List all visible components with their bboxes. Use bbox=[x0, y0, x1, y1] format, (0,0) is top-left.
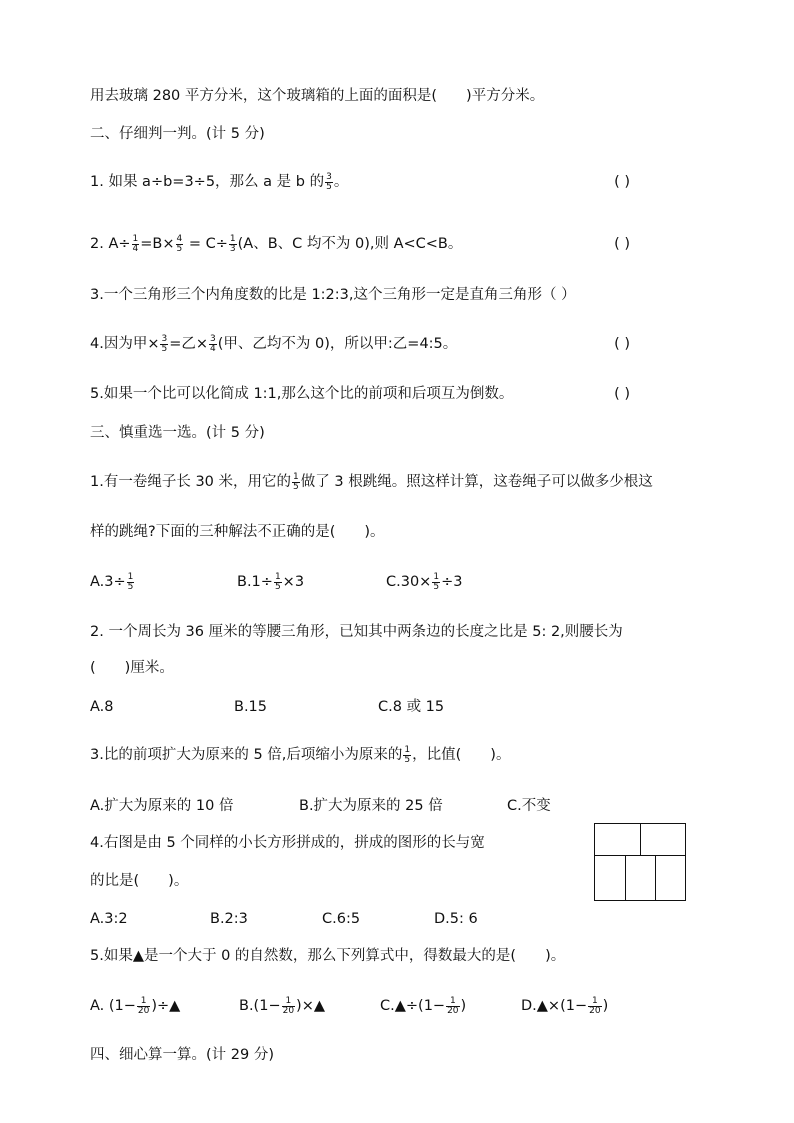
choice-q2-line1: 2. 一个周长为 36 厘米的等腰三角形，已知其中两条边的长度之比是 5: 2,则腰长为 bbox=[90, 624, 623, 640]
fraction: $\frac{1}{5}$ bbox=[433, 571, 440, 592]
answer-paren[interactable]: ( ) bbox=[614, 236, 630, 252]
choice-q5: 5.如果▲是一个大于 0 的自然数，那么下列算式中，得数最大的是( )。 bbox=[90, 948, 566, 964]
q1-option-b[interactable]: B.1÷ $\frac{1}{5}$ ×3 bbox=[237, 571, 305, 592]
fraction: $\frac{1}{5}$ bbox=[293, 471, 299, 492]
fraction: $\frac{3}{5}$ bbox=[326, 171, 332, 192]
q2-option-b[interactable]: B.15 bbox=[234, 699, 268, 715]
answer-paren[interactable]: ( ) bbox=[614, 174, 630, 190]
q5-option-c[interactable]: C.▲÷(1− $\frac{1}{20}$ ) bbox=[380, 995, 467, 1016]
q3-option-b[interactable]: B.扩大为原来的 25 倍 bbox=[299, 798, 443, 814]
figure-bottom-divider-2 bbox=[655, 855, 656, 900]
judge-item-5: 5.如果一个比可以化简成 1:1,那么这个比的前项和后项互为倒数。 bbox=[90, 386, 514, 402]
fraction: $\frac{3}{5}$ bbox=[161, 333, 168, 354]
q5-option-b[interactable]: B.(1− $\frac{1}{20}$ )×▲ bbox=[239, 995, 326, 1016]
q2-option-a[interactable]: A.8 bbox=[90, 699, 114, 715]
fraction: $\frac{1}{20}$ bbox=[447, 995, 459, 1016]
choice-q3: 3.比的前项扩大为原来的 5 倍,后项缩小为原来的 $\frac{1}{5}$ ，比值( )。 bbox=[90, 744, 511, 765]
q3-option-a[interactable]: A.扩大为原来的 10 倍 bbox=[90, 798, 234, 814]
choice-q1-line1: 1.有一卷绳子长 30 米，用它的 $\frac{1}{5}$ 做了 3 根跳绳。照这样计算，这卷绳子可以做多少根这 bbox=[90, 471, 653, 492]
q5-option-a[interactable]: A. (1− $\frac{1}{20}$ )÷▲ bbox=[90, 995, 181, 1016]
continuation-text: 用去玻璃 280 平方分米，这个玻璃箱的上面的面积是( )平方分米。 bbox=[90, 88, 545, 104]
figure-bottom-divider-1 bbox=[625, 855, 626, 900]
q4-option-b[interactable]: B.2:3 bbox=[210, 911, 248, 927]
fraction: $\frac{1}{5}$ bbox=[274, 571, 281, 592]
q2-option-c[interactable]: C.8 或 15 bbox=[378, 699, 445, 715]
section-3-heading: 三、慎重选一选。(计 5 分) bbox=[90, 425, 265, 441]
answer-paren[interactable]: ( ) bbox=[614, 336, 630, 352]
fraction: $\frac{1}{4}$ bbox=[132, 233, 139, 254]
rectangle-figure bbox=[594, 823, 686, 901]
judge-item-2: 2. A÷ $\frac{1}{4}$ =B× $\frac{4}{5}$ = C÷ $\frac{1}{3}$ (A、B、C 均不为 0),则 A<C<B。 bbox=[90, 233, 463, 254]
answer-paren[interactable]: ( ) bbox=[614, 386, 630, 402]
judge-item-3: 3.一个三角形三个内角度数的比是 1:2:3,这个三角形一定是直角三角形（ ） bbox=[90, 287, 576, 303]
fraction: $\frac{1}{3}$ bbox=[229, 233, 236, 254]
fraction: $\frac{1}{5}$ bbox=[404, 744, 411, 765]
fraction: $\frac{1}{20}$ bbox=[282, 995, 295, 1016]
fraction: $\frac{1}{5}$ bbox=[127, 571, 134, 592]
section-2-heading: 二、仔细判一判。(计 5 分) bbox=[90, 126, 265, 142]
choice-q2-line2: ( )厘米。 bbox=[90, 660, 174, 676]
q3-option-c[interactable]: C.不变 bbox=[507, 798, 551, 814]
q4-option-a[interactable]: A.3:2 bbox=[90, 911, 128, 927]
q4-option-c[interactable]: C.6:5 bbox=[322, 911, 361, 927]
judge-1-text: 1. 如果 a÷b=3÷5，那么 a 是 b 的 bbox=[90, 174, 325, 190]
section-4-heading: 四、细心算一算。(计 29 分) bbox=[90, 1047, 274, 1063]
fraction: $\frac{3}{4}$ bbox=[210, 333, 216, 354]
judge-item-1: 1. 如果 a÷b=3÷5，那么 a 是 b 的 $\frac{3}{5}$ 。 bbox=[90, 171, 349, 192]
q4-option-d[interactable]: D.5: 6 bbox=[434, 911, 478, 927]
choice-q4-line2: 的比是( )。 bbox=[90, 873, 189, 889]
q1-option-a[interactable]: A.3÷ $\frac{1}{5}$ bbox=[90, 571, 134, 592]
choice-q1-line2: 样的跳绳?下面的三种解法不正确的是( )。 bbox=[90, 524, 385, 540]
choice-q4-line1: 4.右图是由 5 个同样的小长方形拼成的，拼成的图形的长与宽 bbox=[90, 835, 485, 851]
q5-option-d[interactable]: D.▲×(1− $\frac{1}{20}$ ) bbox=[521, 995, 609, 1016]
q1-option-c[interactable]: C.30× $\frac{1}{5}$ ÷3 bbox=[386, 571, 463, 592]
judge-item-4: 4.因为甲× $\frac{3}{5}$ =乙× $\frac{3}{4}$ (甲、乙均不为 0)，所以甲:乙=4:5。 bbox=[90, 333, 458, 354]
fraction: $\frac{4}{5}$ bbox=[176, 233, 183, 254]
figure-horizontal-line bbox=[595, 855, 685, 856]
fraction: $\frac{1}{20}$ bbox=[137, 995, 150, 1016]
fraction: $\frac{1}{20}$ bbox=[589, 995, 601, 1016]
figure-top-divider bbox=[640, 824, 641, 855]
